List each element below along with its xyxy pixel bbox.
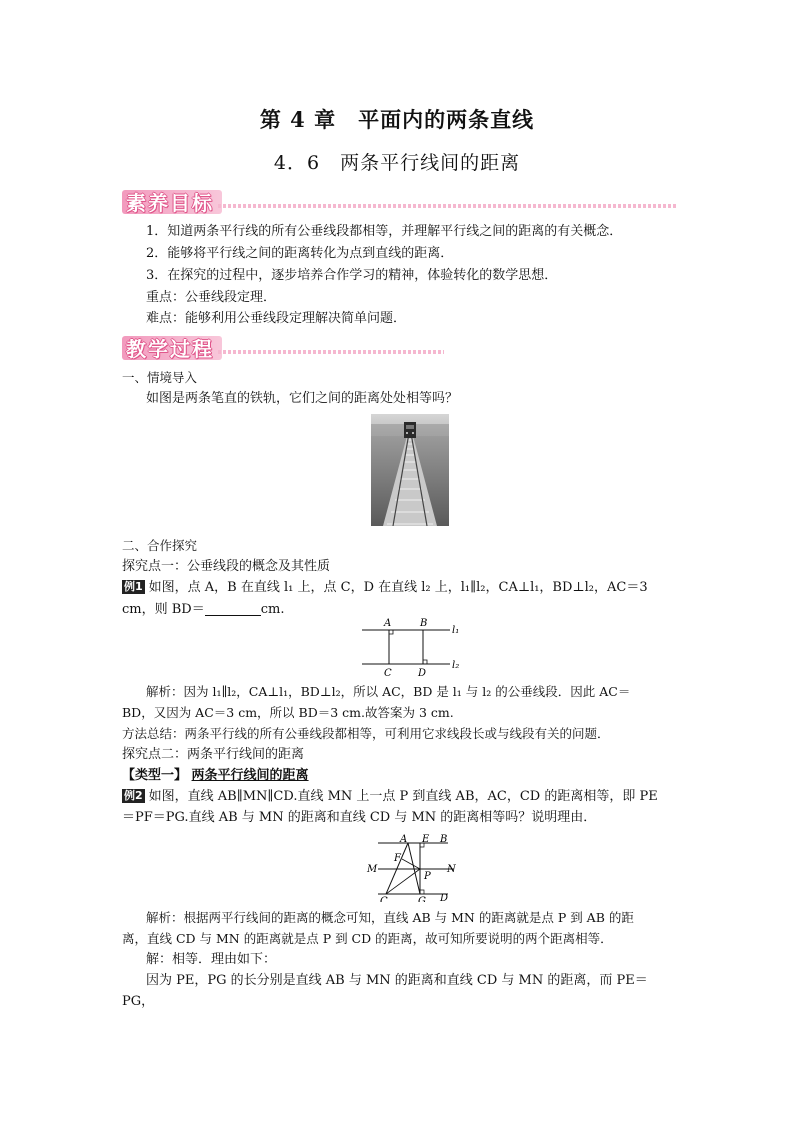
analysis2-line1: 解析：根据两平行线间的距离的概念可知，直线 AB 与 MN 的距离就是点 P 到 AB 的距 bbox=[146, 910, 634, 925]
section-title: 4．6 两条平行线间的距离 bbox=[273, 152, 521, 174]
figure-parallel-lines-1 bbox=[356, 612, 466, 680]
example2-line2: ＝PF＝PG.直线 AB 与 MN 的距离和直线 CD 与 MN 的距离相等吗？说明理由． bbox=[122, 810, 597, 825]
objectives-banner-label: 素养目标 bbox=[126, 191, 214, 215]
example1-line1 bbox=[122, 578, 648, 598]
fig2-label-g: G bbox=[418, 896, 426, 902]
fig2-label-f: F bbox=[394, 853, 401, 864]
objective-item: 3．在探究的过程中，逐步培养合作学习的精神，体验转化的数学思想． bbox=[146, 268, 558, 283]
process-banner-label: 教学过程 bbox=[126, 337, 214, 361]
objectives-banner bbox=[122, 186, 682, 216]
method-summary: 方法总结：两条平行线的所有公垂线段都相等，可利用它求线段长或与线段有关的问题． bbox=[122, 726, 610, 741]
example1-line2 bbox=[122, 600, 284, 620]
example2-line1 bbox=[122, 787, 658, 807]
example2-badge: 例2 bbox=[124, 789, 143, 802]
fig2-label-b: B bbox=[440, 834, 448, 845]
example1-line2b: cm. bbox=[260, 602, 285, 617]
fig1-label-b: B bbox=[420, 618, 428, 629]
type1-heading bbox=[122, 766, 309, 786]
type1-title: 两条平行线间的距离 bbox=[191, 768, 309, 783]
difficulty: 难点：能够利用公垂线段定理解决简单问题． bbox=[146, 311, 407, 326]
analysis2-line2: 离，直线 CD 与 MN 的距离就是点 P 到 CD 的距离，故可知所要说明的两个距离相等． bbox=[122, 931, 613, 946]
analysis1-line2: BD，又因为 AC＝3 cm，所以 BD＝3 cm.故答案为 3 cm. bbox=[122, 705, 454, 720]
solution-line1: 解：相等．理由如下： bbox=[146, 952, 277, 967]
fig1-label-a: A bbox=[384, 618, 392, 629]
part2-heading: 二、合作探究 bbox=[122, 538, 198, 553]
example2-text: 如图，直线 AB∥MN∥CD.直线 MN 上一点 P 到直线 AB，AC，CD 的距离相等，即 PE bbox=[148, 789, 658, 804]
type1-bracket: 【类型一】 bbox=[122, 768, 188, 783]
fig1-label-l2: l₂ bbox=[452, 660, 460, 671]
fig2-label-c: C bbox=[380, 896, 388, 902]
figure-parallel-lines-2 bbox=[364, 832, 464, 902]
part1-heading: 一、情境导入 bbox=[122, 370, 198, 385]
analysis1-line1: 解析：因为 l₁∥l₂，CA⊥l₁，BD⊥l₂，所以 AC，BD 是 l₁ 与 l₂ 的公垂线段．因此 AC＝ bbox=[146, 684, 631, 699]
fig1-label-d: D bbox=[418, 668, 427, 679]
fig1-label-l1: l₁ bbox=[452, 625, 460, 636]
fig1-label-c: C bbox=[384, 668, 392, 679]
objective-item: 1．知道两条平行线的所有公垂线段都相等，并理解平行线之间的距离的有关概念． bbox=[146, 224, 623, 239]
objective-item: 2．能够将平行线之间的距离转化为点到直线的距离． bbox=[146, 246, 454, 261]
example1-line2a: cm，则 BD＝ bbox=[122, 602, 205, 617]
fig2-label-a: A bbox=[400, 834, 408, 845]
fig2-label-p: P bbox=[424, 871, 431, 882]
key-point: 重点：公垂线段定理． bbox=[146, 290, 277, 305]
solution-line3: PG， bbox=[122, 994, 155, 1009]
point2-heading: 探究点二：两条平行线间的距离 bbox=[122, 747, 305, 762]
answer-blank[interactable] bbox=[205, 601, 261, 616]
part1-question: 如图是两条笔直的铁轨，它们之间的距离处处相等吗？ bbox=[146, 391, 459, 406]
fig2-label-m: M bbox=[367, 864, 378, 875]
example1-badge: 例1 bbox=[124, 580, 143, 593]
chapter-title: 第 4 章 平面内的两条直线 bbox=[259, 107, 535, 132]
solution-line2: 因为 PE，PG 的长分别是直线 AB 与 MN 的距离和直线 CD 与 MN 的距离，而 PE＝ bbox=[146, 973, 648, 988]
point1-heading: 探究点一：公垂线段的概念及其性质 bbox=[122, 559, 331, 574]
fig2-label-n: N bbox=[447, 864, 456, 875]
railway-photo bbox=[371, 414, 449, 526]
fig2-label-e: E bbox=[422, 834, 430, 845]
fig2-label-d: D bbox=[440, 893, 449, 902]
process-banner bbox=[122, 332, 452, 362]
example1-text: 如图，点 A，B 在直线 l₁ 上，点 C，D 在直线 l₂ 上，l₁∥l₂，CA⊥l₁，BD⊥l₂，AC＝3 bbox=[148, 580, 648, 595]
